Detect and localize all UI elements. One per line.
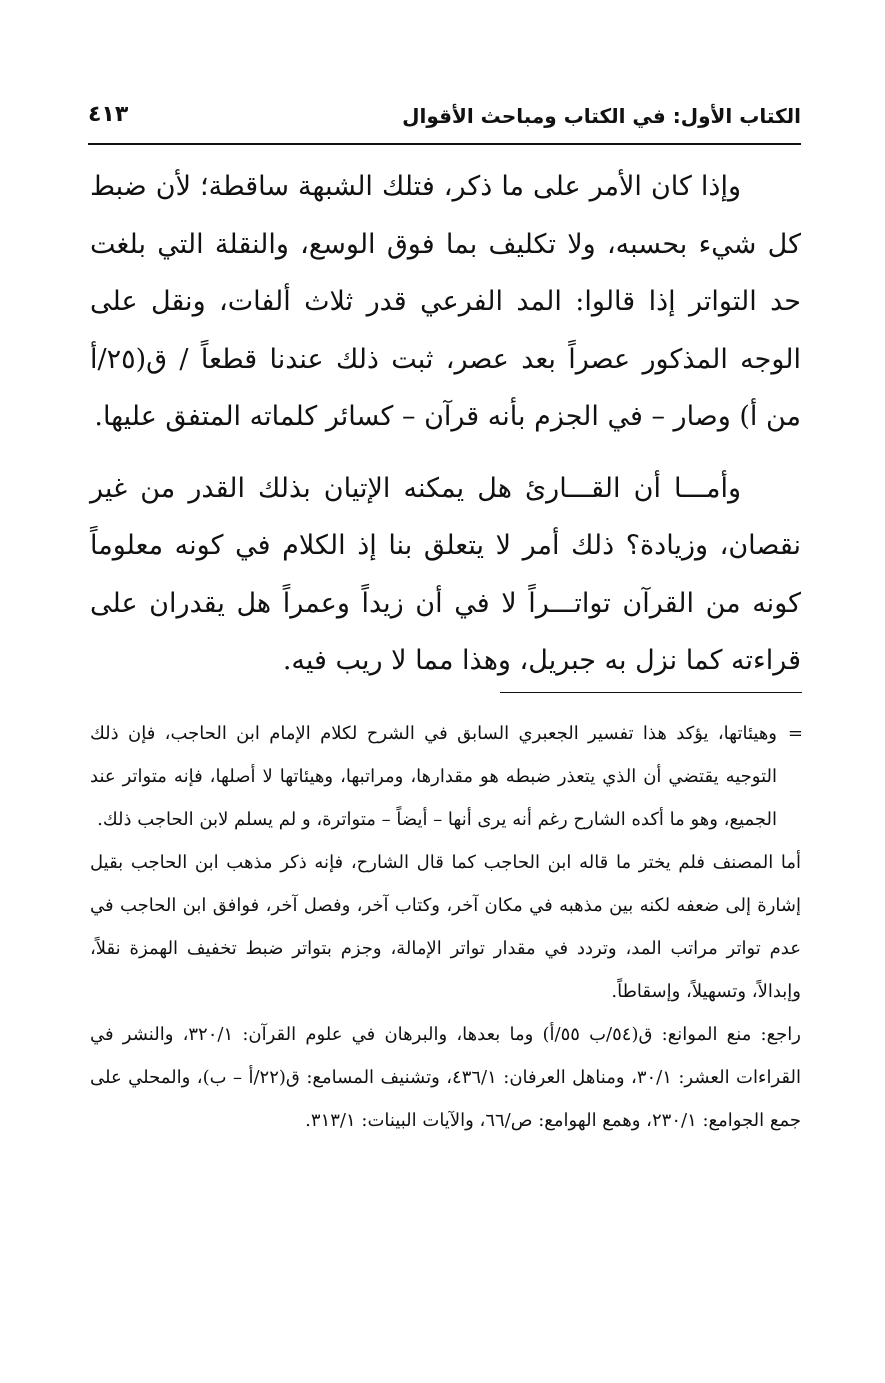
page-header xyxy=(88,96,801,140)
main-paragraph-1: وإذا كان الأمر على ما ذكر، فتلك الشبهة ساقطة؛ لأن ضبط كل شيء بحسبه، ولا تكليف بما فوق الوسع، والنقلة التي بلغت حد التواتر إذا قالوا: المد الفرعي قدر ثلاث ألفات، ونقل على الوجه المذكور عصراً بعد عصر، ثبت ذلك عندنا قطعاً / ق(٢٥/أ من أ) وصار – في الجزم بأنه قرآن – كسائر كلماته المتفق عليها. xyxy=(90,171,801,432)
running-title: الكتاب الأول: في الكتاب ومباحث الأقوال xyxy=(402,104,801,128)
main-paragraph-2: وأمـــا أن القـــارئ هل يمكنه الإتيان بذلك القدر من غير نقصان، وزيادة؟ ذلك أمر لا يتعلق بنا إذ الكلام في كونه معلوماً كونه من القرآن تواتـــراً لا في أن زيداً وعمراً هل يقدران على قراءته كما نزل به جبريل، وهذا مما لا ريب فيه. xyxy=(90,472,801,676)
footnote-continuation-text: وهيئاتها، يؤكد هذا تفسير الجعبري السابق في الشرح لكلام الإمام ابن الحاجب، فإن ذلك التوجيه يقتضي أن الذي يتعذر ضبطه هو مقدارها، ومراتبها، وهيئاتها لا أصلها، فإنه متواتر عند الجميع، وهو ما أكده الشارح رغم أنه يرى أنها – أيضاً – متواترة، و لم يسلم لابن الحاجب ذلك. xyxy=(90,723,777,830)
header-rule xyxy=(88,143,801,145)
footnote-continuation-marker: = xyxy=(787,723,803,744)
page-number: ٤١٣ xyxy=(88,102,129,127)
footnote-separator xyxy=(500,692,802,693)
footnote-paragraph-2: أما المصنف فلم يختر ما قاله ابن الحاجب كما قال الشارح، فإنه ذكر مذهب ابن الحاجب بقيل إشارة إلى ضعفه لكنه بين مذهبه في مكان آخر، وكتاب آخر، وفصل آخر، فوافق ابن الحاجب في عدم تواتر مراتب المد، وتردد في مقدار تواتر الإمالة، وجزم بتواتر ضبط تخفيف الهمزة نقلاً، وإبدالاً، وتسهيلاً، وإسقاطاً. xyxy=(90,852,801,1002)
footnotes xyxy=(90,712,801,1142)
footnote-references: راجع: منع الموانع: ق(٥٤/ب ٥٥/أ) وما بعدها، والبرهان في علوم القرآن: ٣٢٠/١، والنشر في القراءات العشر: ٣٠/١، ومناهل العرفان: ٤٣٦/١، وتشنيف المسامع: ق(٢٢/أ – ب)، والمحلي على جمع الجوامع: ٢٣٠/١، وهمع الهوامع: ص/٦٦، والآيات البينات: ٣١٣/١. xyxy=(90,1024,801,1131)
footnote-continuation xyxy=(90,712,801,841)
main-text xyxy=(90,158,801,690)
